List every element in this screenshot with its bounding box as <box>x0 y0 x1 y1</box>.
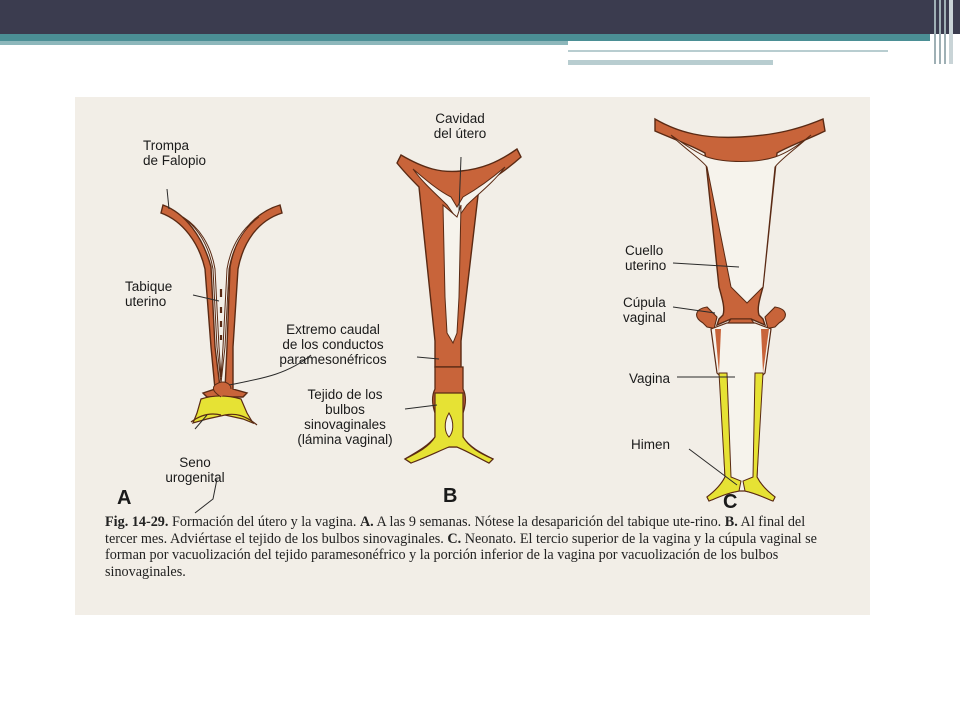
slide-accent-stripe-light <box>0 41 568 45</box>
slide-accent-line-thick <box>568 60 773 65</box>
label-tejido-line3: sinovaginales <box>304 417 386 432</box>
label-trompa <box>143 138 206 168</box>
label-extremo <box>253 322 413 367</box>
caption-fig-text: Formación del útero y la vagina. <box>168 514 360 530</box>
slide-header-bar <box>0 0 960 34</box>
caption-b-text: Al final del tercer mes. Adviértase el tejido de los bulbos sinovaginales. <box>105 514 806 547</box>
label-cupula-line2: vaginal <box>623 310 666 325</box>
panel-a-drawing <box>161 205 282 425</box>
label-seno-line2: urogenital <box>165 470 225 485</box>
label-himen: Himen <box>631 437 671 452</box>
panel-c-drawing <box>655 119 825 501</box>
label-tejido <box>275 387 415 447</box>
caption-c-text: Neonato. El tercio superior de la vagina y la cúpula vaginal se forman por vacuolización del tejido paramesonéfrico y la porción inferior de la vagina por vacuolización de los bulbos sinovaginales. <box>105 530 817 580</box>
panel-letter-c: C <box>723 491 738 513</box>
panel-letter-b: B <box>443 485 458 507</box>
label-extremo-line2: de los conductos <box>282 337 384 352</box>
label-seno-line1: Seno <box>179 455 211 470</box>
caption-a-text: A las 9 semanas. Nótese la desaparición del tabique ute-rino. <box>373 514 725 530</box>
label-tejido-line2: bulbos <box>325 402 365 417</box>
caption-c-label: C. <box>447 530 462 547</box>
label-cupula <box>623 295 666 325</box>
label-cupula-line1: Cúpula <box>623 295 666 310</box>
label-trompa-line2: de Falopio <box>143 153 207 168</box>
label-cuello <box>625 243 666 273</box>
label-tabique <box>125 279 172 309</box>
slide-corner-lines <box>932 0 960 64</box>
label-cuello-line1: Cuello <box>625 243 664 258</box>
label-tabique-line1: Tabique <box>125 279 173 294</box>
label-cavidad <box>420 111 500 141</box>
label-cuello-line2: uterino <box>625 258 667 273</box>
label-cavidad-line1: Cavidad <box>435 111 485 126</box>
label-tabique-line2: uterino <box>125 294 167 309</box>
label-vagina: Vagina <box>629 371 671 386</box>
label-tejido-line4: (lámina vaginal) <box>297 432 393 447</box>
label-tejido-line1: Tejido de los <box>307 387 383 402</box>
label-cavidad-line2: del útero <box>433 126 487 141</box>
slide-accent-line <box>568 50 888 52</box>
caption-b-label: B. <box>724 514 738 530</box>
embryology-figure <box>75 97 870 615</box>
slide-accent-stripe <box>0 34 930 41</box>
caption-fig-label: Fig. 14-29. <box>105 514 169 530</box>
caption-a-label: A. <box>359 514 374 530</box>
panel-b-drawing <box>397 149 521 463</box>
figure-caption <box>105 514 835 580</box>
panel-letter-a: A <box>117 487 132 509</box>
label-seno <box>155 455 235 485</box>
label-extremo-line1: Extremo caudal <box>286 322 380 337</box>
label-extremo-line3: paramesonéfricos <box>279 352 387 367</box>
label-trompa-line1: Trompa <box>143 138 190 153</box>
